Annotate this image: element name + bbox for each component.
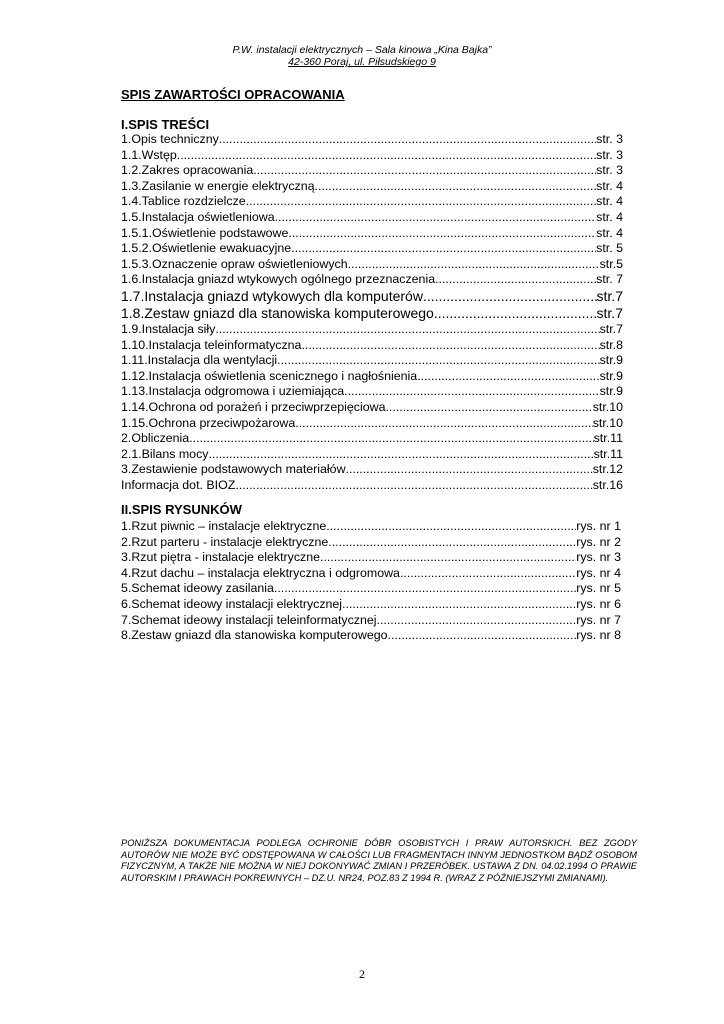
copyright-notice: PONIŻSZA DOKUMENTACJA PODLEGA OCHRONIE DÓBR OSOBISTYCH I PRAW AUTORSKICH. BEZ ZGODY AUTORÓW NIE MOŻE BYĆ ODSTĘPOWANA W CAŁOŚCI LUB FRAGMENTACH INNYM JEDNOSTKOM BĄDŹ OSOBOM FIZYCZNYM, A TAKŻE NIE MOŻNA W NIEJ DOKONYWAĆ ZMIAN I PRZERÓBEK. USTAWA Z DN. 04.02.1994 O PRAWIE AUTORSKIM I PRAWACH POKREWNYCH – DZ.U. NR24, POZ.83 Z 1994 R. (WRAZ Z PÓŹNIEJSZYMI ZMIANAMI).	[121, 838, 637, 883]
toc-entry: 1.2.Zakres opracowania ..... str. 3	[121, 163, 623, 179]
header-address-line: 42-360 Poraj, ul. Piłsudskiego 9	[288, 56, 436, 68]
toc-entry: 1.9.Instalacja siły ..... str.7	[121, 322, 623, 338]
drawing-entry: 4.Rzut dachu – instalacja elektryczna i odgromowa ..... rys. nr 4	[121, 566, 621, 582]
drawing-entry: 3.Rzut piętra - instalacje elektryczne ..... rys. nr 3	[121, 550, 621, 566]
document-header	[0, 44, 724, 68]
toc-entry: 1.11.Instalacja dla wentylacji ..... str.9	[121, 353, 623, 369]
drawings-heading: II.SPIS RYSUNKÓW	[121, 502, 242, 517]
toc-entry: 1.3.Zasilanie w energie elektryczną ..... str. 4	[121, 179, 623, 195]
header-project-line: P.W. instalacji elektrycznych – Sala kinowa „Kina Bajka”	[232, 44, 492, 56]
page-number: 2	[359, 967, 365, 981]
toc-entry: 1.1.Wstęp ..... str. 3	[121, 148, 623, 164]
toc-entry: 1.5.3.Oznaczenie opraw oświetleniowych ..... str.5	[121, 257, 623, 273]
toc-entry: 2.1.Bilans mocy ..... str.11	[121, 447, 623, 463]
toc-entry: 3.Zestawienie podstawowych materiałów ..... str.12	[121, 462, 623, 478]
toc-entry: 1.5.2.Oświetlenie ewakuacyjne ..... str. 5	[121, 241, 623, 257]
toc-entry: 1.12.Instalacja oświetlenia scenicznego i nagłośnienia ..... str.9	[121, 369, 623, 385]
toc-entry: 1.7.Instalacja gniazd wtykowych dla komputerów ..... str.7	[121, 288, 623, 305]
drawing-entry: 6.Schemat ideowy instalacji elektrycznej ..... rys. nr 6	[121, 597, 621, 613]
contents-heading: I.SPIS TREŚCI	[121, 117, 210, 132]
drawing-entry: 1.Rzut piwnic – instalacje elektryczne ..... rys. nr 1	[121, 519, 621, 535]
contents-list	[121, 132, 623, 493]
toc-entry: 1.13.Instalacja odgromowa i uziemiająca ..... str.9	[121, 384, 623, 400]
toc-entry: 1.14.Ochrona od porażeń i przeciwprzepięciowa ..... str.10	[121, 400, 623, 416]
toc-entry: 1.Opis techniczny ..... str. 3	[121, 132, 623, 148]
drawing-entry: 2.Rzut parteru - instalacje elektryczne ..... rys. nr 2	[121, 535, 621, 551]
toc-entry: 1.5.1.Oświetlenie podstawowe ..... str. 4	[121, 226, 623, 242]
toc-entry: 1.15.Ochrona przeciwpożarowa ..... str.10	[121, 416, 623, 432]
toc-entry: 2.Obliczenia ..... str.11	[121, 431, 623, 447]
drawings-list	[121, 519, 621, 644]
toc-entry: 1.10.Instalacja teleinformatyczna ..... str.8	[121, 338, 623, 354]
toc-entry: 1.4.Tablice rozdzielcze ..... str. 4	[121, 194, 623, 210]
drawing-entry: 7.Schemat ideowy instalacji teleinformatycznej ..... rys. nr 7	[121, 613, 621, 629]
drawing-entry: 8.Zestaw gniazd dla stanowiska komputerowego ..... rys. nr 8	[121, 628, 621, 644]
toc-entry: 1.8.Zestaw gniazd dla stanowiska komputerowego ..... str.7	[121, 305, 623, 322]
document-title: SPIS ZAWARTOŚCI OPRACOWANIA	[121, 87, 345, 102]
drawing-entry: 5.Schemat ideowy zasilania ..... rys. nr 5	[121, 581, 621, 597]
toc-entry: 1.6.Instalacja gniazd wtykowych ogólnego przeznaczenia ..... str. 7	[121, 272, 623, 288]
toc-entry: 1.5.Instalacja oświetleniowa ..... str. 4	[121, 210, 623, 226]
toc-entry: Informacja dot. BIOZ ..... str.16	[121, 478, 623, 494]
